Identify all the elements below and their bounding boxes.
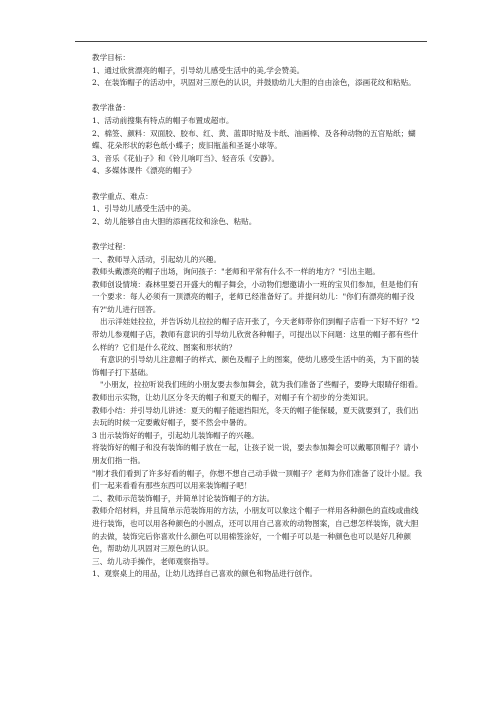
process-paragraph: 教师出示实物，让幼儿区分冬天的帽子和夏天的帽子，对帽子有个初步的分类知识。 <box>92 393 373 403</box>
prep-item: 1、活动前搜集有特点的帽子布置成超市。 <box>92 115 234 125</box>
process-paragraph: 三、幼儿动手操作，老师观察指导。 <box>92 556 214 566</box>
process-paragraph: 教师介绍材料，并且简单示范装饰用的方法，小朋友可以象这个帽子一样用各种颜色的直线或曲线进行装饰，也可以用各种颜色的小圆点，还可以用自己喜欢的动物图案，自己想怎样装饰，就大胆的去做，装饰完后你喜欢什么颜色可以用棉签涂好，一个帽子可以是一种颜色也可以是好几种颜色，帮助幼儿巩固对三原色的认识。 <box>92 506 419 554</box>
process-paragraph: 教师小结：并引导幼儿讲述：夏天的帽子能遮挡阳光，冬天的帽子能保暖，夏天就要到了，我们出去玩的时候一定要戴好帽子，要不然会中暑的。 <box>92 405 419 428</box>
process-paragraph: 将装饰好的帽子和没有装饰的帽子放在一起，让孩子说一说，要去参加舞会可以戴哪顶帽子？请小朋友们指一指。 <box>92 443 419 465</box>
process-paragraph: 二、教师示范装饰帽子，并简单讨论装饰帽子的方法。 <box>92 493 275 503</box>
process-paragraph: 出示洋娃娃拉拉，并告诉幼儿拉拉的帽子店开张了，今天老师带你们到帽子店看一下好不好？"2 带幼儿参观帽子店，教师有意识的引导幼儿欣赏各种帽子，可提出以下问题：这里的帽子都有些什么样的？它们是什么花纹、图案和形状的？ <box>92 317 420 352</box>
prep-item: 3、音乐《花仙子》和《铃儿响叮当》、轻音乐《安静》。 <box>92 153 280 163</box>
header-rule <box>75 41 427 42</box>
process-paragraph: "小朋友，拉拉听说我们班的小朋友要去参加舞会，就为我们准备了些帽子，要睁大眼睛仔细看。 <box>100 380 423 390</box>
key-item: 1、引导幼儿感受生活中的美。 <box>92 204 196 214</box>
process-paragraph: 1、观察桌上的用品，让幼儿选择自己喜欢的颜色和物品进行创作。 <box>92 569 318 579</box>
prep-heading: 教学准备： <box>92 103 130 113</box>
spacer <box>92 178 426 191</box>
goals-heading: 教学目标： <box>92 53 130 62</box>
process-paragraph: 教师创设情境：森林里要召开盛大的帽子舞会，小动物们想邀请小一班的宝贝们参加，但是他们有一个要求：每人必须有一顶漂亮的帽子，老师已经准备好了。并提问幼儿："你们有漂亮的帽子没有?"幼儿进行回答。 <box>92 279 419 314</box>
process-paragraph: 一、教师导入活动，引起幼儿的兴趣。 <box>92 254 222 264</box>
goal-item: 2、在装饰帽子的活动中，巩固对三原色的认识，并鼓励幼儿大胆的自由涂色，添画花纹和粘贴。 <box>92 78 416 88</box>
process-heading: 教学过程： <box>92 241 130 251</box>
process-paragraph: "刚才我们看到了许多好看的帽子，你想不想自己动手做一顶帽子？老师为你们准备了设计小屋。我们一起来看看有那些东西可以用来装饰帽子吧！ <box>92 468 423 491</box>
prep-item: 4、多媒体课件《漂亮的帽子》 <box>92 166 196 176</box>
key-item: 2、幼儿能够自由大胆的添画花纹和涂色、粘贴。 <box>92 216 257 226</box>
process-paragraph: 有意识的引导幼儿注意帽子的样式、颜色及帽子上的图案，使幼儿感受生活中的美，为下面的装饰帽子打下基础。 <box>92 355 419 377</box>
prep-item: 2、棉签、颜料：双面胶、胶布、红、黄、蓝即时贴及卡纸、油画棒、及各种动物的五官贴纸；蝴蝶、花朵形状的彩色纸小蝶子；废旧瓶盖和圣诞小球等。 <box>92 128 416 151</box>
key-heading: 教学重点、难点： <box>92 191 153 201</box>
process-list <box>92 254 426 581</box>
spacer <box>92 228 426 241</box>
spacer <box>92 90 426 103</box>
process-paragraph: 3 出示装饰好的帽子，引起幼儿装饰帽子的兴趣。 <box>92 430 259 440</box>
goal-item: 1、通过欣赏漂亮的帽子，引导幼儿感受生活中的美,学会赞美。 <box>92 65 305 75</box>
process-paragraph: 教师头戴漂亮的帽子出场，询问孩子："老师和平常有什么不一样的地方？"引出主题。 <box>92 267 380 277</box>
document-body <box>92 52 426 581</box>
